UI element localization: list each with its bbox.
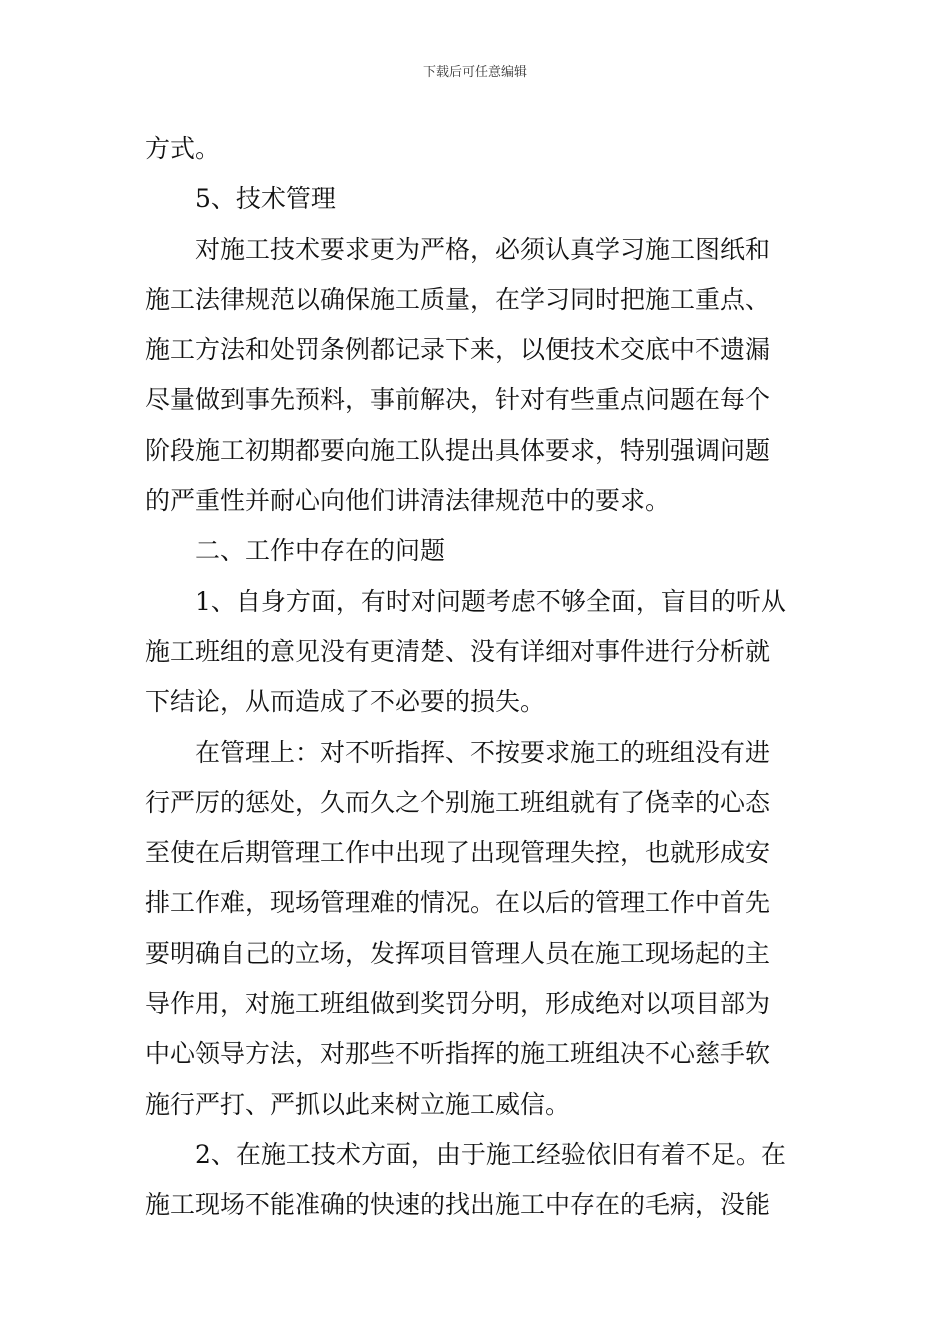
- text-line: 中心领导方法，对那些不听指挥的施工班组决不心慈手软: [145, 1039, 771, 1069]
- text-line: 尽量做到事先预料，事前解决，针对有些重点问题在每个: [145, 385, 771, 415]
- text-line: 施工方法和处罚条例都记录下来，以便技术交底中不遗漏: [145, 335, 771, 365]
- document-body: [145, 124, 810, 1231]
- text-line: 阶段施工初期都要向施工队提出具体要求，特别强调问题: [145, 435, 771, 465]
- text-line: 要明确自己的立场，发挥项目管理人员在施工现场起的主: [145, 938, 771, 968]
- page-header: 下载后可任意编辑: [422, 65, 527, 80]
- text-line: 施工现场不能准确的快速的找出施工中存在的毛病，没能: [145, 1190, 771, 1220]
- text-line: 对施工技术要求更为严格，必须认真学习施工图纸和: [195, 234, 771, 264]
- text-line: 方式。: [145, 134, 221, 163]
- text-line: 的严重性并耐心向他们讲清法律规范中的要求。: [145, 486, 671, 516]
- text-line: 2、在施工技术方面，由于施工经验依旧有着不足。在: [195, 1139, 786, 1169]
- text-line: 5、技术管理: [195, 184, 336, 214]
- text-line: 导作用，对施工班组做到奖罚分明，形成绝对以项目部为: [145, 989, 771, 1019]
- text-line: 施工班组的意见没有更清楚、没有详细对事件进行分析就: [145, 636, 771, 666]
- text-line: 二、工作中存在的问题: [195, 536, 446, 566]
- text-line: 1、自身方面，有时对问题考虑不够全面，盲目的听从: [195, 586, 786, 616]
- text-line: 下结论，从而造成了不必要的损失。: [145, 687, 546, 717]
- text-line: 行严厉的惩处，久而久之个别施工班组就有了侥幸的心态: [145, 787, 771, 817]
- text-line: 排工作难，现场管理难的情况。在以后的管理工作中首先: [145, 888, 771, 918]
- text-line: 至使在后期管理工作中出现了出现管理失控，也就形成安: [145, 838, 771, 868]
- text-line: 施行严打、严抓以此来树立施工威信。: [145, 1089, 571, 1119]
- text-line: 在管理上：对不听指挥、不按要求施工的班组没有进: [195, 737, 771, 767]
- text-line: 施工法律规范以确保施工质量，在学习同时把施工重点、: [145, 284, 771, 314]
